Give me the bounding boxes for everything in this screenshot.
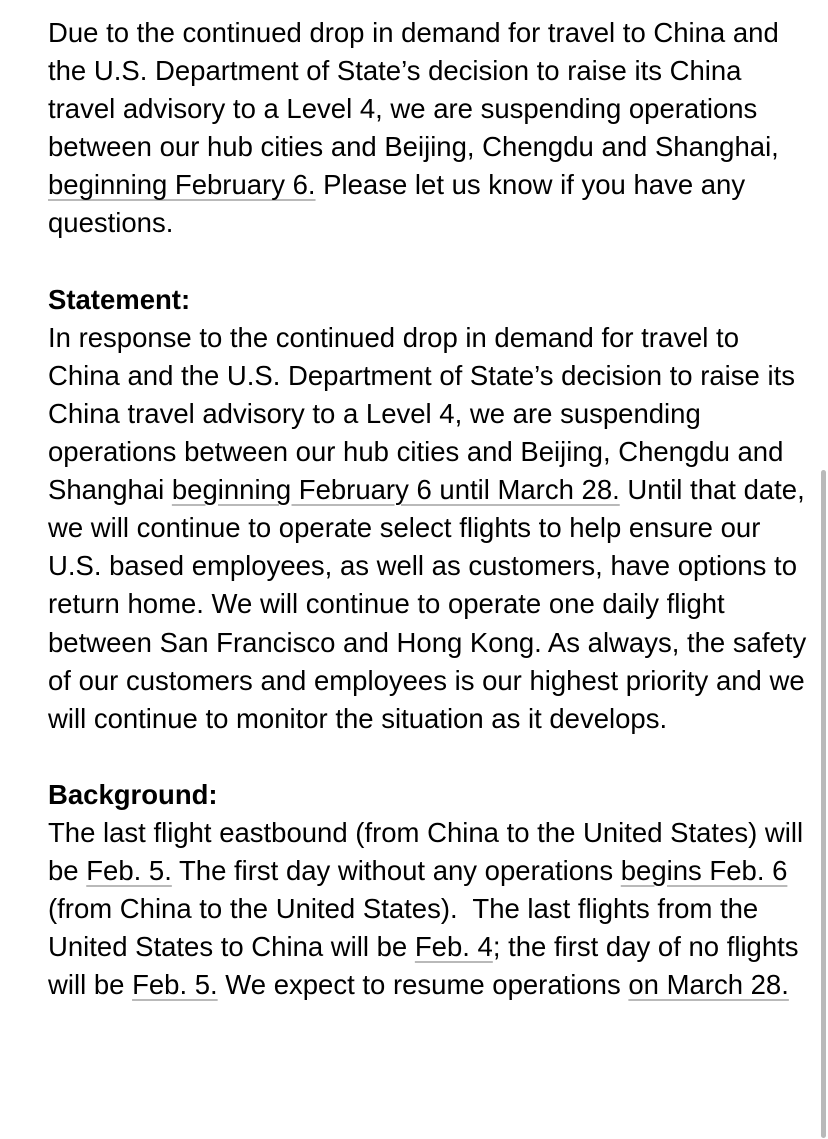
paragraph-spacer — [48, 738, 808, 776]
intro-paragraph — [48, 14, 808, 243]
date-link-beginning-feb-6[interactable]: beginning February 6. — [48, 169, 316, 201]
background-text-5: We expect to resume operations — [217, 969, 629, 1001]
background-text-3: (from China to the United States). The last flights from the United States to China will be — [48, 893, 759, 963]
statement-text-2: Until that date, we will continue to operate select flights to help ensure our U.S. based employees, as well as customers, have options to return home. We will continue to operate one daily flight between San Francisco and Hong Kong. As always, the safety of our customers and employees is our highest priority and we will continue to monitor the situation as it develops. — [48, 474, 807, 734]
vertical-scrollbar[interactable] — [821, 470, 826, 1138]
background-paragraph — [48, 814, 808, 1004]
date-link-feb-5[interactable]: Feb. 5. — [86, 855, 172, 887]
statement-paragraph — [48, 319, 808, 738]
intro-text-2: Please let us know if you have any questions. — [48, 169, 746, 239]
paragraph-spacer — [48, 243, 808, 281]
background-heading: Background: — [48, 778, 218, 810]
statement-heading: Statement: — [48, 283, 191, 315]
intro-text-1: Due to the continued drop in demand for travel to China and the U.S. Department of State’s decision to raise its China travel advisory to a Level 4, we are suspending operations between our hub cities and Beijing, Chengdu and Shanghai, — [48, 17, 779, 163]
date-link-feb-5-second[interactable]: Feb. 5. — [132, 969, 218, 1001]
document-body — [48, 14, 808, 1004]
background-text-1: The last flight eastbound (from China to the United States) will be — [48, 816, 804, 887]
date-link-begins-feb-6[interactable]: begins Feb. 6 — [620, 855, 788, 887]
background-text-2: The first day without any operations — [171, 855, 621, 887]
background-text-4: ; the first day of no flights will be — [48, 931, 799, 1001]
date-link-march-28[interactable]: on March 28. — [628, 969, 789, 1001]
statement-text-1: In response to the continued drop in demand for travel to China and the U.S. Department of State’s decision to raise its China travel advisory to a Level 4, we are suspending operations between our hub cities and Beijing, Chengdu and Shanghai — [48, 321, 795, 506]
date-link-feb-4[interactable]: Feb. 4 — [414, 931, 493, 963]
date-link-feb-6-until-march-28[interactable]: beginning February 6 until March 28. — [171, 474, 620, 506]
